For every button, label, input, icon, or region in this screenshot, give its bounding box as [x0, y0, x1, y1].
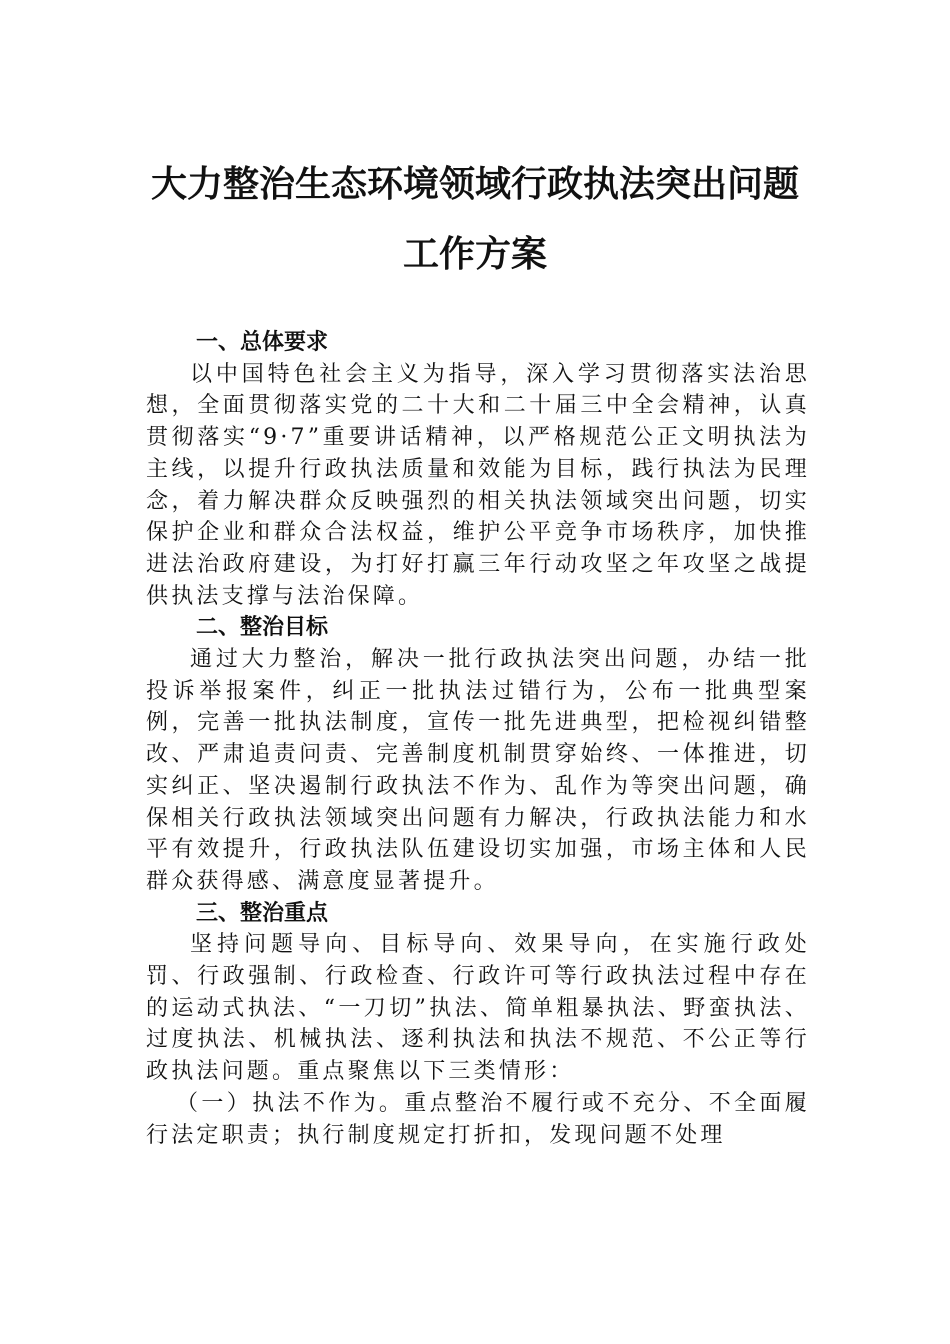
- section-heading-rectification-focus: 三、整治重点: [196, 900, 329, 926]
- sub-paragraph-enforcement-inaction: （一）执法不作为。重点整治不履行或不充分、不全面履行法定职责；执行制度规定打折扣，发现问题不处理: [146, 1090, 810, 1148]
- document-title-line2: 工作方案: [402, 233, 547, 275]
- section-heading-general-requirements: 一、总体要求: [196, 330, 329, 355]
- document-title-line1: 大力整治生态环境领域行政执法突出问题: [150, 163, 799, 205]
- section-paragraph-general-requirements: 以中国特色社会主义为指导，深入学习贯彻落实法治思想，全面贯彻落实党的二十大和二十届三中全会精神，认真贯彻落实“9·7”重要讲话精神，以严格规范公正文明执法为主线，以提升行政执法质量和效能为目标，践行执法为民理念，着力解决群众反映强烈的相关执法领域突出问题，切实保护企业和群众合法权益，维护公平竞争市场秩序，加快推进法治政府建设，为打好打赢三年行动攻坚之年攻坚之战提供执法支撑与法治保障。: [146, 361, 810, 609]
- section-paragraph-rectification-focus: 坚持问题导向、目标导向、效果导向，在实施行政处罚、行政强制、行政检查、行政许可等行政执法过程中存在的运动式执法、“一刀切”执法、简单粗暴执法、野蛮执法、过度执法、机械执法、逐利执法和执法不规范、不公正等行政执法问题。重点聚焦以下三类情形：: [146, 932, 810, 1085]
- document-body: [146, 327, 810, 1151]
- section-heading-rectification-goals: 二、整治目标: [196, 615, 329, 641]
- section-paragraph-rectification-goals: 通过大力整治，解决一批行政执法突出问题，办结一批投诉举报案件，纠正一批执法过错行为，公布一批典型案例，完善一批执法制度，宣传一批先进典型，把检视纠错整改、严肃追责问责、完善制度机制贯穿始终、一体推进，切实纠正、坚决遏制行政执法不作为、乱作为等突出问题，确保相关行政执法领域突出问题有力解决，行政执法能力和水平有效提升，行政执法队伍建设切实加强，市场主体和人民群众获得感、满意度显著提升。: [146, 647, 810, 894]
